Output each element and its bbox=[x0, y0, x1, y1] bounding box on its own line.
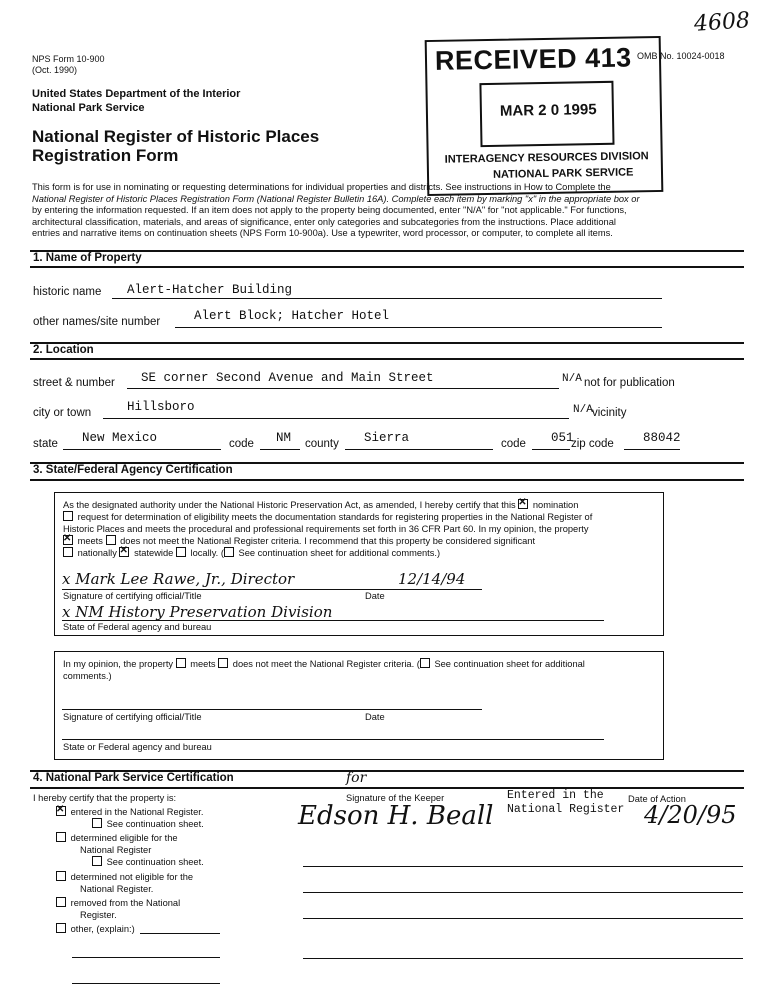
field-line bbox=[112, 298, 662, 299]
entered-typed-2: National Register bbox=[507, 803, 625, 816]
instructions-line: This form is for use in nominating or requesting determinations for individual properties and districts. See instructions in How to Complete the bbox=[32, 182, 611, 192]
opinion-text: In my opinion, the property bbox=[63, 659, 174, 669]
not-for-publication-value[interactable]: N/A bbox=[562, 373, 582, 385]
state-signature: x Mark Lee Rawe, Jr., Director bbox=[62, 570, 295, 588]
vicinity-label: vicinity bbox=[592, 407, 627, 419]
instructions-line: by entering the information requested. If an item does not apply to the property being documented, enter "N/A" for "not applicable." For functions, bbox=[32, 205, 627, 215]
entered-checkbox[interactable] bbox=[56, 806, 66, 816]
date-label: Date bbox=[365, 591, 385, 601]
divider bbox=[30, 342, 744, 344]
continuation-checkbox[interactable] bbox=[92, 818, 102, 828]
opinion-line bbox=[63, 658, 585, 670]
continuation-label: See continuation sheet for additional comments.) bbox=[238, 548, 441, 558]
historic-name-label: historic name bbox=[33, 286, 102, 298]
form-number: NPS Form 10-900 bbox=[32, 54, 105, 64]
keeper-line bbox=[303, 866, 743, 867]
keeper-line bbox=[303, 958, 743, 959]
meets-label: meets bbox=[77, 536, 103, 546]
other-checkbox[interactable] bbox=[56, 923, 66, 933]
state-agency-handwritten: x NM History Preservation Division bbox=[62, 603, 333, 621]
county-label: county bbox=[305, 438, 339, 450]
not-eligible-label-2: National Register. bbox=[80, 884, 154, 894]
entered-label: entered in the National Register. bbox=[70, 807, 204, 817]
for-handwritten: for bbox=[346, 770, 367, 786]
stamp-service: NATIONAL PARK SERVICE bbox=[492, 166, 634, 181]
keeper-signature-label: Signature of the Keeper bbox=[346, 793, 445, 803]
keeper-line bbox=[303, 918, 743, 919]
opinion-meets-checkbox[interactable] bbox=[176, 658, 186, 668]
page-title: National Register of Historic Places bbox=[32, 127, 320, 146]
street-label: street & number bbox=[33, 377, 115, 389]
removed-label: removed from the National bbox=[70, 898, 181, 908]
section3-heading: 3. State/Federal Agency Certification bbox=[33, 464, 233, 476]
eligible-label: determined eligible for the bbox=[70, 833, 178, 843]
stamp-received: RECEIVED 413 bbox=[434, 42, 632, 76]
zip-value[interactable]: 88042 bbox=[643, 431, 681, 445]
continuation-checkbox[interactable] bbox=[224, 547, 234, 557]
option-entered bbox=[56, 806, 203, 818]
field-line bbox=[127, 388, 559, 389]
signature-label: Signature of certifying official/Title bbox=[63, 712, 202, 722]
removed-checkbox[interactable] bbox=[56, 897, 66, 907]
omb-number: OMB No. 10024-0018 bbox=[637, 51, 725, 61]
cert-text: request for determination of eligibility meets the documentation standards for registering properties in the National Register of bbox=[77, 512, 593, 522]
section4-heading: 4. National Park Service Certification bbox=[33, 772, 234, 784]
cert-line bbox=[63, 547, 440, 559]
instructions-paragraph bbox=[32, 182, 744, 240]
street-value[interactable]: SE corner Second Avenue and Main Street bbox=[141, 371, 434, 385]
request-checkbox[interactable] bbox=[63, 511, 73, 521]
certify-intro: I hereby certify that the property is: bbox=[33, 793, 177, 803]
historic-name-value[interactable]: Alert-Hatcher Building bbox=[127, 283, 293, 297]
divider bbox=[30, 479, 744, 481]
received-stamp bbox=[425, 36, 664, 196]
option-not-eligible bbox=[56, 871, 193, 883]
signature-line bbox=[62, 709, 482, 710]
action-date: 4/20/95 bbox=[644, 801, 737, 829]
opinion-continuation-checkbox[interactable] bbox=[420, 658, 430, 668]
other-line bbox=[140, 933, 220, 934]
does-not-meet-checkbox[interactable] bbox=[106, 535, 116, 545]
other-line bbox=[72, 957, 220, 958]
other-line bbox=[72, 983, 220, 984]
field-line bbox=[175, 327, 662, 328]
handwritten-number: 4608 bbox=[693, 8, 751, 37]
state-label: state bbox=[33, 438, 58, 450]
cert-line bbox=[63, 499, 578, 511]
other-names-label: other names/site number bbox=[33, 316, 161, 328]
page-subtitle: Registration Form bbox=[32, 146, 179, 165]
date-of-action-label: Date of Action bbox=[628, 794, 686, 804]
not-eligible-label: determined not eligible for the bbox=[70, 872, 194, 882]
eligible-checkbox[interactable] bbox=[56, 832, 66, 842]
cert-line: Historic Places and meets the procedural and professional requirements set forth in 36 CFR Part 60. In my opinion, the property bbox=[63, 524, 589, 534]
opinion-text: See continuation sheet for additional bbox=[434, 659, 585, 669]
stamp-division: INTERAGENCY RESOURCES DIVISION bbox=[444, 150, 649, 166]
option-eligible bbox=[56, 832, 178, 844]
locally-label: locally. ( bbox=[190, 548, 224, 558]
code-label: code bbox=[229, 438, 254, 450]
continuation-checkbox[interactable] bbox=[92, 856, 102, 866]
stamp-date-box bbox=[479, 81, 614, 147]
field-line bbox=[260, 449, 300, 450]
other-label: other, (explain:) bbox=[70, 924, 135, 934]
vicinity-value[interactable]: N/A bbox=[573, 404, 593, 416]
city-label: city or town bbox=[33, 407, 92, 419]
form-date: (Oct. 1990) bbox=[32, 65, 78, 75]
not-eligible-checkbox[interactable] bbox=[56, 871, 66, 881]
nationally-checkbox[interactable] bbox=[63, 547, 73, 557]
department: United States Department of the Interior bbox=[32, 88, 241, 100]
opinion-line: comments.) bbox=[63, 671, 112, 681]
opinion-text: does not meet the National Register criteria. ( bbox=[232, 659, 420, 669]
section2-heading: 2. Location bbox=[33, 344, 94, 356]
field-line bbox=[532, 449, 570, 450]
statewide-checkbox[interactable] bbox=[119, 547, 129, 557]
keeper-line bbox=[303, 892, 743, 893]
code-label: code bbox=[501, 438, 526, 450]
cert-text: does not meet the National Register criteria. I recommend that this property be considered significant bbox=[120, 536, 536, 546]
field-line bbox=[345, 449, 493, 450]
nomination-checkbox[interactable] bbox=[518, 499, 528, 509]
field-line bbox=[63, 449, 221, 450]
meets-checkbox[interactable] bbox=[63, 535, 73, 545]
entered-typed-1: Entered in the bbox=[507, 789, 604, 802]
option-removed bbox=[56, 897, 180, 909]
keeper-signature: Edson H. Beall bbox=[298, 801, 494, 831]
state-code-value[interactable]: NM bbox=[276, 431, 292, 445]
opinion-does-not-meet-checkbox[interactable] bbox=[218, 658, 228, 668]
city-value[interactable]: Hillsboro bbox=[127, 400, 195, 414]
instructions-line: National Register of Historic Places Registration Form (National Register Bulletin 16A). Complete each item by marking "x" in the appropriate box or bbox=[32, 193, 640, 204]
field-line bbox=[624, 449, 680, 450]
option-continuation bbox=[92, 856, 204, 868]
signature-label: Signature of certifying official/Title bbox=[63, 591, 202, 601]
agency-line bbox=[62, 739, 604, 740]
agency-label: State or Federal agency and bureau bbox=[63, 742, 212, 752]
divider bbox=[30, 358, 744, 360]
statewide-label: statewide bbox=[134, 548, 174, 558]
nomination-label: nomination bbox=[532, 500, 579, 510]
removed-label-2: Register. bbox=[80, 910, 117, 920]
cert-line bbox=[63, 511, 592, 523]
instructions-line: entries and narrative items on continuation sheets (NPS Form 10-900a). Use a typewriter, word processor, or computer, to complete all items. bbox=[32, 228, 613, 238]
nationally-label: nationally bbox=[77, 548, 117, 558]
state-signature-date: 12/14/94 bbox=[398, 570, 466, 588]
agency-label: State of Federal agency and bureau bbox=[63, 622, 212, 632]
locally-checkbox[interactable] bbox=[176, 547, 186, 557]
instructions-line: architectural classification, materials, and areas of significance, enter only categories and subcategories from the instructions. Place additional bbox=[32, 216, 616, 227]
section1-heading: 1. Name of Property bbox=[33, 252, 142, 264]
agency: National Park Service bbox=[32, 102, 145, 114]
divider bbox=[30, 266, 744, 268]
cert-line bbox=[63, 535, 535, 547]
continuation-label: See continuation sheet. bbox=[106, 857, 204, 867]
field-line bbox=[103, 418, 569, 419]
zip-label: zip code bbox=[571, 438, 614, 450]
continuation-label: See continuation sheet. bbox=[106, 819, 204, 829]
not-for-publication-label: not for publication bbox=[584, 377, 675, 389]
other-names-value[interactable]: Alert Block; Hatcher Hotel bbox=[194, 309, 390, 323]
option-continuation bbox=[92, 818, 204, 830]
state-value[interactable]: New Mexico bbox=[82, 431, 158, 445]
opinion-meets-label: meets bbox=[190, 659, 216, 669]
option-other bbox=[56, 923, 135, 935]
county-code-value[interactable]: 051 bbox=[551, 431, 574, 445]
date-label: Date bbox=[365, 712, 385, 722]
county-value[interactable]: Sierra bbox=[364, 431, 410, 445]
stamp-date: MAR 2 0 1995 bbox=[499, 101, 597, 120]
cert-text: As the designated authority under the National Historic Preservation Act, as amended, I hereby certify that this bbox=[63, 500, 516, 510]
eligible-label-2: National Register bbox=[80, 845, 152, 855]
divider bbox=[30, 787, 744, 789]
